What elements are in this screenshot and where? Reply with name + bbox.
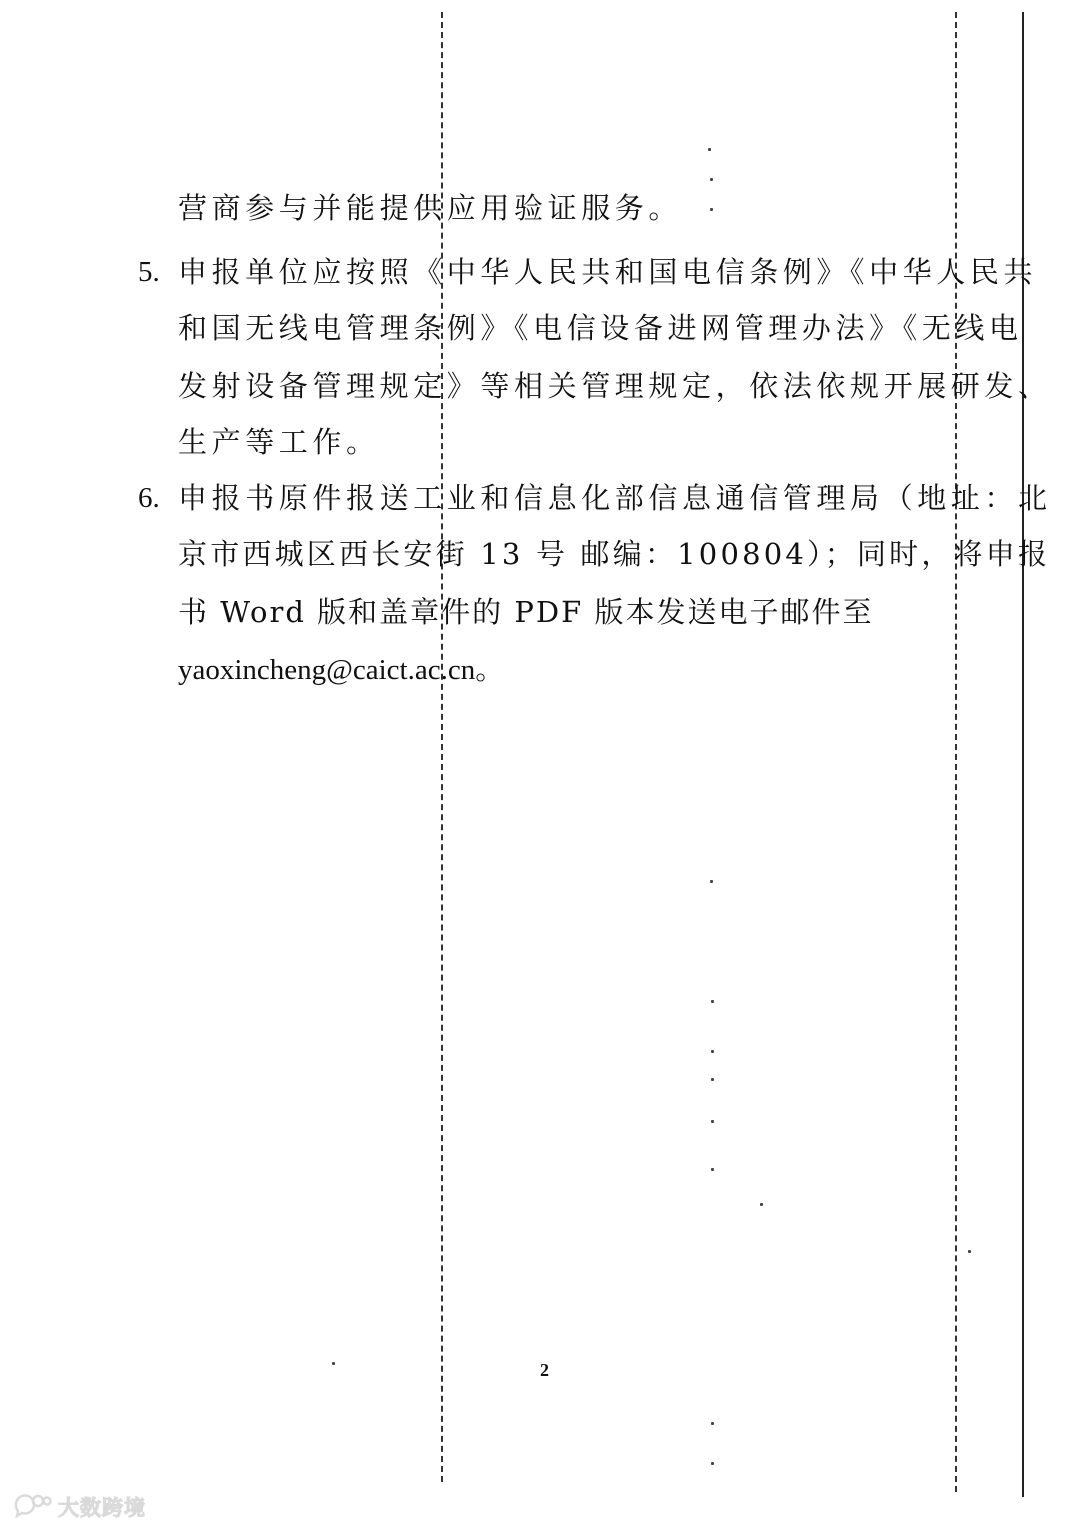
chat-bubble-logo-icon [12,1492,52,1522]
scan-speck [332,1362,335,1365]
item-line: 发射设备管理规定》等相关管理规定，依法依规开展研发、 [178,369,1052,403]
scan-speck [710,178,713,181]
scan-speck [711,1120,714,1123]
scan-speck [710,208,713,211]
item-line: 申报单位应按照《中华人民共和国电信条例》《中华人民共 [178,255,1038,289]
scan-speck [711,1000,714,1003]
item-line: 书 Word 版和盖章件的 PDF 版本发送电子邮件至 [178,595,874,629]
item-line: 生产等工作。 [178,425,380,459]
fold-line-right [955,12,957,1492]
watermark-text: 大数跨境 [58,1496,146,1520]
scan-speck [760,1203,763,1206]
item-number: 6. [138,482,160,514]
item-line: 申报书原件报送工业和信息化部信息通信管理局（地址：北 [178,481,1052,515]
scan-speck [968,1250,971,1253]
watermark [12,1492,146,1522]
email-address: yaoxincheng@caict.ac.cn。 [178,654,505,686]
item-line: 京市西城区西长安街 13 号 邮编：100804）；同时，将申报 [178,537,1051,571]
scan-speck [711,1078,714,1081]
continuation-line: 营商参与并能提供应用验证服务。 [178,191,683,225]
item-line: 和国无线电管理条例》《电信设备进网管理办法》《无线电 [178,311,1023,345]
scan-speck [711,1422,714,1425]
fold-line-center [441,12,443,1482]
page-number: 2 [540,1360,549,1380]
scan-speck [711,1050,714,1053]
scan-speck [708,148,711,151]
scan-speck [711,1168,714,1171]
scan-speck [711,1462,714,1465]
page-edge-line [1022,12,1024,1497]
scan-speck [710,880,713,883]
item-number: 5. [138,256,160,288]
